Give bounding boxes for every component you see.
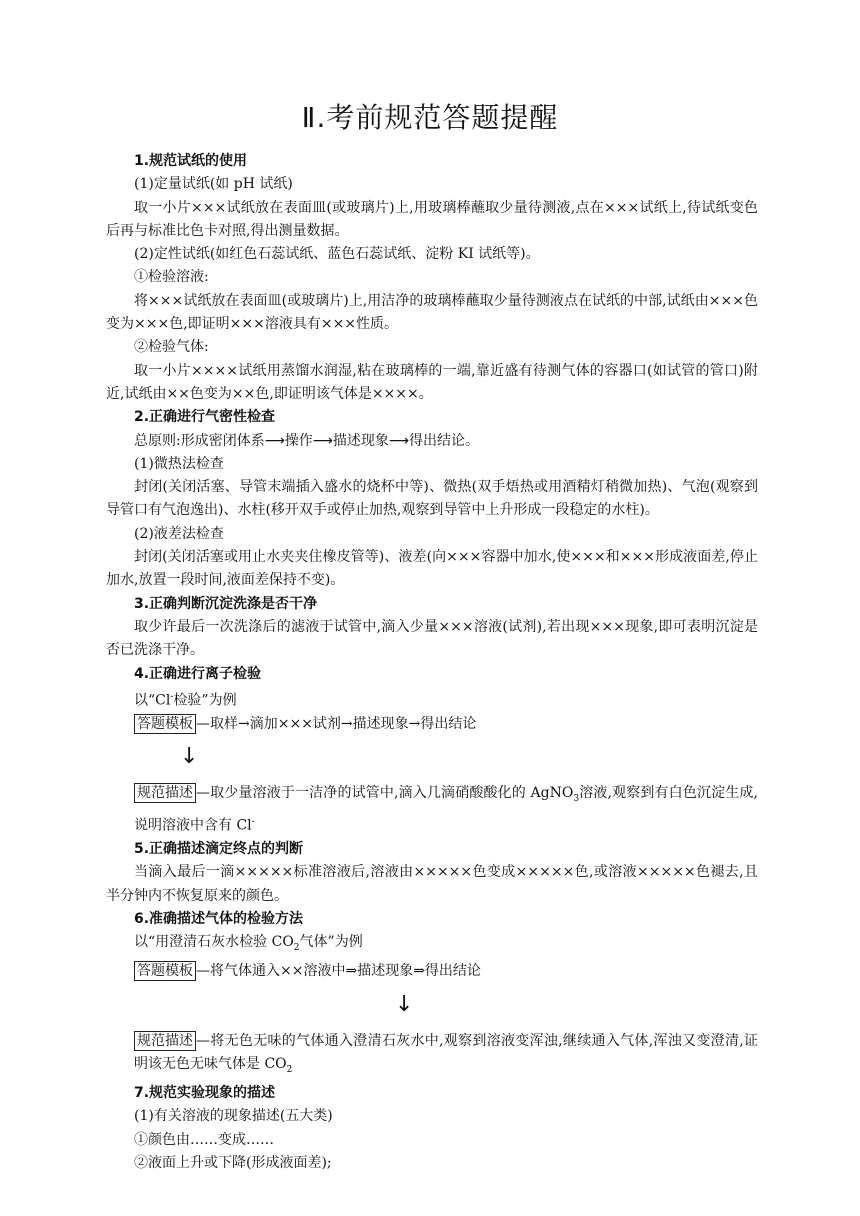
s6-example [106, 931, 758, 960]
section-4-heading: 4.正确进行离子检验 [134, 665, 262, 682]
s4-example [106, 686, 758, 713]
long-arrow-icon: ⟶ [312, 432, 333, 449]
s1-p4: ①检验溶液: [134, 269, 209, 286]
s1-p5: 将×××试纸放在表面皿(或玻璃片)上,用洁净的玻璃棒蘸取少量待测液点在试纸的中部,试纸由×××色变为×××色,即证明×××溶液具有×××性质。 [106, 292, 758, 333]
section-3-heading: 3.正确判断沉淀洗涤是否干净 [134, 595, 318, 612]
s1-p2: 取一小片×××试纸放在表面皿(或玻璃片)上,用玻璃棒蘸取少量待测液,点在×××试纸上,待试纸变色后再与标准比色卡对照,得出测量数据。 [106, 199, 758, 239]
s2-principle-d: 得出结论。 [408, 432, 479, 449]
answer-template-box: 答题模板 [134, 714, 196, 734]
s7-p3: ②液面上升或下降(形成液面差); [134, 1154, 332, 1171]
section-6-heading: 6.准确描述气体的检验方法 [134, 911, 304, 928]
section-5-heading: 5.正确描述滴定终点的判断 [134, 841, 304, 858]
down-arrow-icon: ↓ [395, 991, 414, 1017]
s4-example-sup: - [170, 691, 174, 702]
s2-principle-a: 总原则:形成密闭体系 [134, 432, 265, 449]
s6-example-b: 气体”为例 [299, 934, 363, 951]
s2-p4: (2)液差法检查 [134, 525, 224, 542]
s6-example-sub: 2 [293, 943, 300, 954]
s4-description-sub: 3 [573, 793, 580, 804]
s4-example-b: 检验”为例 [173, 692, 237, 709]
s6-arrow-row [106, 984, 758, 1030]
answer-template-box: 答题模板 [134, 961, 196, 981]
s4-description-a: —取少量溶液于一洁净的试管中,滴入几滴硝酸酸化的 AgNO [196, 785, 574, 802]
s4-template-text: —取样→滴加×××试剂→描述现象→得出结论 [196, 715, 477, 732]
s2-principle-b: 操作 [284, 432, 313, 449]
down-arrow-icon: ↓ [180, 744, 199, 770]
standard-description-box: 规范描述 [134, 783, 196, 803]
s2-p3: 封闭(关闭活塞、导管末端插入盛水的烧杯中等)、微热(双手焐热或用酒精灯稍微加热)、气泡(观察到导管口有气泡逸出)、水柱(移开双手或停止加热,观察到导管中上升形成一段稳定的水柱)。 [106, 479, 758, 519]
s4-description-b: 溶液,观察到有白色沉淀生成,说明溶液中含有 Cl [134, 785, 758, 834]
s2-p2: (1)微热法检查 [134, 455, 224, 472]
s3-p1: 取少许最后一次洗涤后的滤液于试管中,滴入少量×××溶液(试剂),若出现×××现象,即可表明沉淀是否已洗涤干净。 [106, 618, 758, 659]
s6-template-line [106, 960, 758, 983]
s2-p5: 封闭(关闭活塞或用止水夹夹住橡皮管等)、液差(向×××容器中加水,使×××和×××形成液面差,停止加水,放置一段时间,液面差保持不变)。 [106, 549, 758, 589]
document-body [106, 150, 758, 1175]
s2-principle-c: 描述现象 [332, 432, 389, 449]
s5-p1: 当滴入最后一滴×××××标准溶液后,溶液由×××××色变成×××××色,或溶液×××××色褪去,且半分钟内不恢复原来的颜色。 [106, 864, 758, 904]
s1-p1: (1)定量试纸(如 pH 试纸) [134, 176, 293, 193]
s7-p1: (1)有关溶液的现象描述(五大类) [134, 1108, 333, 1125]
s4-template-line [106, 713, 758, 736]
section-2-heading: 2.正确进行气密性检查 [134, 409, 276, 426]
s6-description-a: —将无色无味的气体通入澄清石灰水中,观察到溶液变浑浊,继续通入气体,浑浊又变澄清,证明该无色无味气体是 CO [134, 1032, 758, 1072]
s6-description-sub: 2 [286, 1064, 293, 1075]
s4-example-a: 以“Cl [134, 692, 171, 709]
section-1-heading: 1.规范试纸的使用 [134, 153, 248, 169]
page-title: Ⅱ.考前规范答题提醒 [301, 101, 559, 134]
long-arrow-icon: ⟶ [264, 432, 285, 449]
s4-description-sup: - [251, 817, 255, 828]
long-arrow-icon: ⟶ [388, 432, 409, 449]
s7-p2: ①颜色由……变成…… [134, 1131, 274, 1148]
s1-p6: ②检验气体: [134, 339, 209, 356]
s1-p3: (2)定性试纸(如红色石蕊试纸、蓝色石蕊试纸、淀粉 KI 试纸等)。 [134, 246, 540, 263]
s4-arrow-row [106, 736, 758, 782]
standard-description-box: 规范描述 [134, 1031, 196, 1051]
section-7-heading: 7.规范实验现象的描述 [134, 1085, 276, 1102]
s4-description [106, 782, 758, 838]
s2-principle [106, 430, 758, 453]
s6-template-text: —将气体通入××溶液中⇒描述现象⇒得出结论 [196, 963, 481, 980]
s1-p7: 取一小片××××试纸用蒸馏水润湿,粘在玻璃棒的一端,靠近盛有待测气体的容器口(如试管的管口)附近,试纸由××色变为××色,即证明该气体是××××。 [106, 362, 758, 402]
s6-example-a: 以“用澄清石灰水检验 CO [134, 934, 294, 951]
s6-description [106, 1030, 758, 1082]
